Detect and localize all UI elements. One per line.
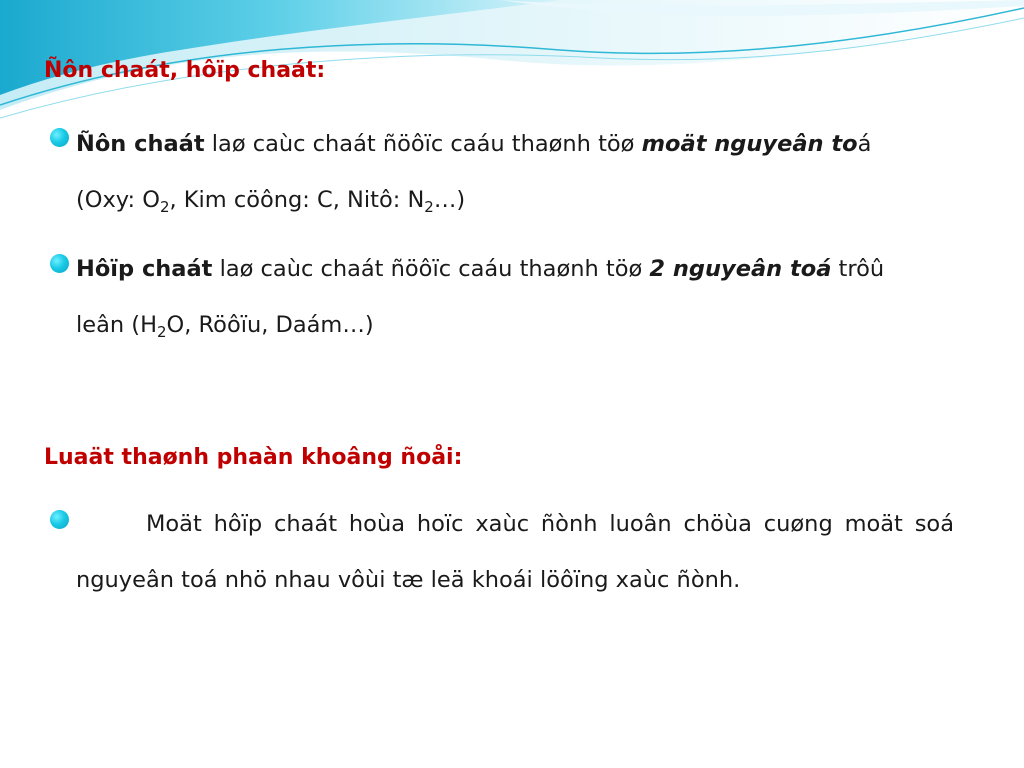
section-title-elements-compounds: Ñôn chaát, hôïp chaát: <box>44 58 326 83</box>
emphasis-one-element: moät nguyeân to <box>641 131 858 157</box>
section-title-constant-composition: Luaät thaønh phaàn khoâng ñoåi: <box>44 445 463 470</box>
bullet-law-statement: Moät hôïp chaát hoùa hoïc xaùc ñònh luoân chöùa cuøng moät soá nguyeân toá nhö nhau vôùi tæ leä khoái löôïng xaùc ñònh. <box>76 511 954 593</box>
bullet-dot-icon <box>50 128 69 147</box>
bullet-compounds: Hôïp chaát laø caùc chaát ñöôïc caáu thaønh töø 2 nguyeân toá trôû leân ($H_2O$, Röôïu, Daám…) <box>76 256 885 341</box>
term-elements: Ñôn chaát <box>76 131 205 157</box>
term-compounds: Hôïp chaát <box>76 256 213 282</box>
bullet-elements: Ñôn chaát laø caùc chaát ñöôïc caáu thaønh töø moät nguyeân toá (Oxy: $O_2$, Kim cöông: C, Nitô: $N_2\dots$) <box>76 131 872 216</box>
emphasis-two-elements: 2 nguyeân toá <box>649 256 832 282</box>
bullet-dot-icon <box>50 510 69 529</box>
bullet-dot-icon <box>50 254 69 273</box>
